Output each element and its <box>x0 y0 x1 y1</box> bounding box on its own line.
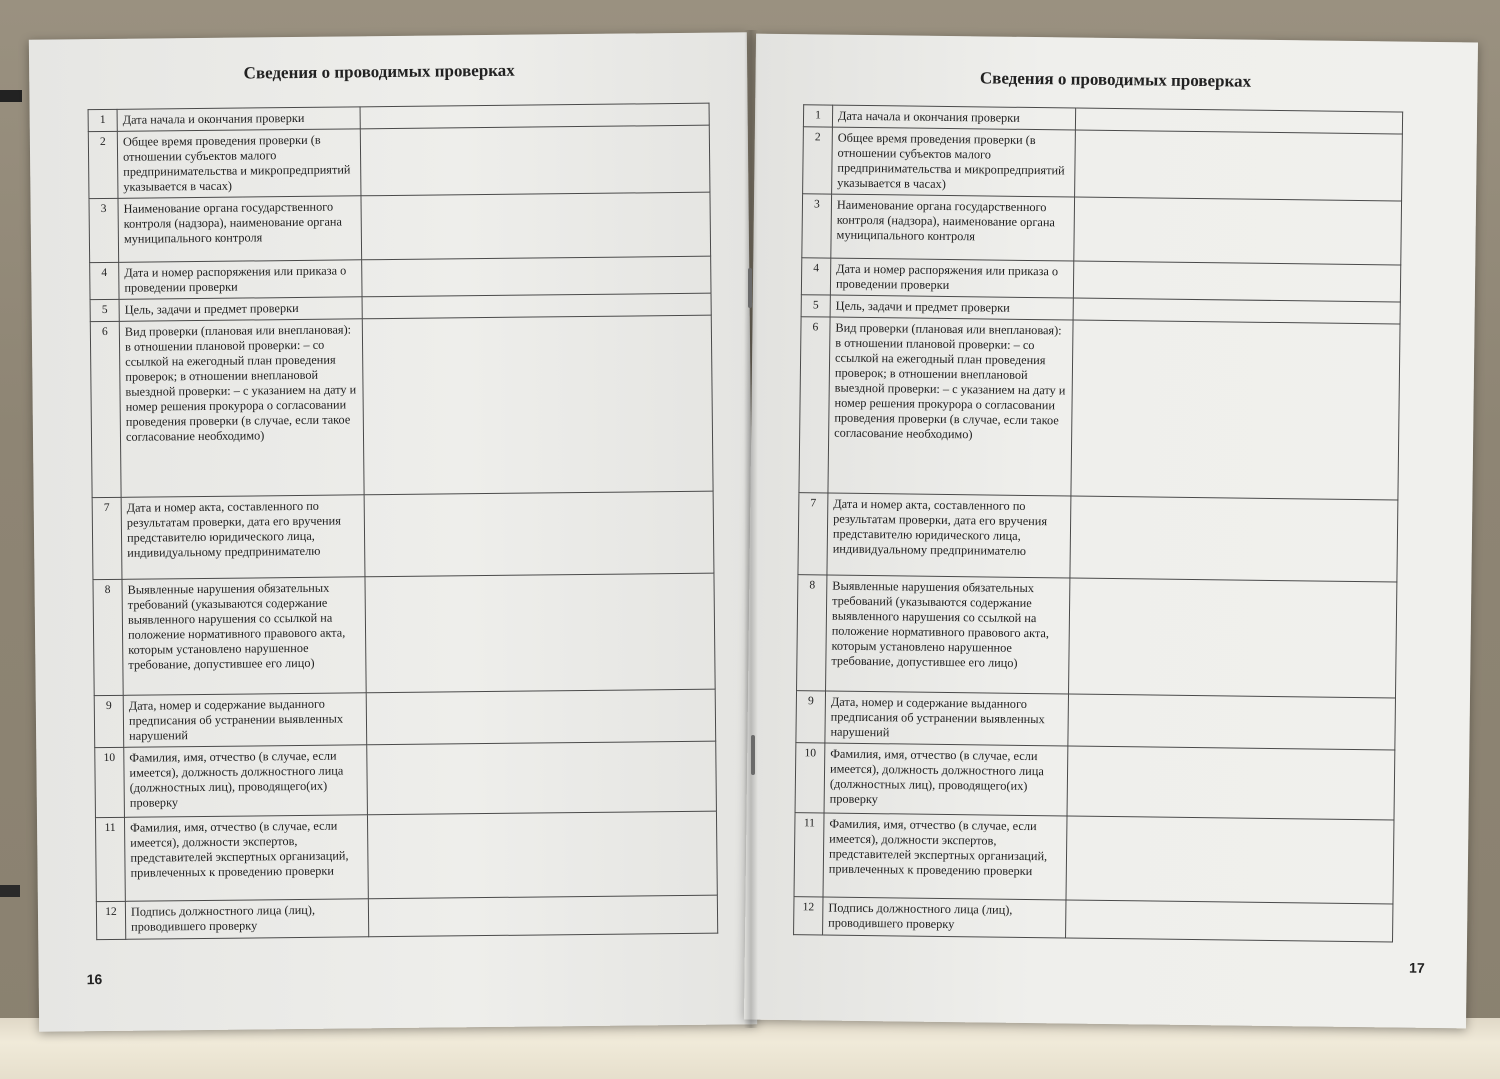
inspection-form-table <box>88 103 719 940</box>
table-row <box>794 897 1393 942</box>
row-value-field[interactable] <box>366 689 716 745</box>
row-number: 8 <box>797 575 827 691</box>
row-number: 4 <box>801 258 830 295</box>
row-label: Цель, задачи и предмет проверки <box>830 295 1073 320</box>
row-value-field[interactable] <box>367 741 717 815</box>
table-row <box>799 317 1400 500</box>
row-value-field[interactable] <box>1067 746 1395 820</box>
table-row <box>794 813 1394 904</box>
row-label: Вид проверки (плановая или внеплановая): в отношении плановой проверки: – со ссылкой на ежегодный план проведения проверок; в отношении внеплановой выездной проверки: – с указанием на дату и номер решения прокурора о согласовании проведения проверки (в случае, если такое согласование необходимо) <box>119 319 364 498</box>
row-number: 11 <box>794 813 824 897</box>
row-number: 9 <box>94 695 124 747</box>
row-label: Подпись должностного лица (лиц), проводившего проверку <box>823 897 1066 938</box>
row-number: 1 <box>803 105 832 127</box>
row-label: Фамилия, имя, отчество (в случае, если имеется), должности экспертов, представителей экспертных организаций, привлеченных к проведению проверки <box>124 815 368 902</box>
row-value-field[interactable] <box>362 315 713 495</box>
page-number: 16 <box>86 971 103 988</box>
row-value-field[interactable] <box>1066 900 1393 942</box>
table-row <box>89 192 711 262</box>
table-row <box>93 573 715 695</box>
row-label: Дата и номер распоряжения или приказа о проведении проверки <box>830 258 1073 298</box>
row-label: Подпись должностного лица (лиц), проводившего проверку <box>125 899 368 940</box>
table-row <box>95 811 717 901</box>
row-number: 7 <box>92 497 122 579</box>
page-number: 17 <box>1409 959 1425 976</box>
row-label: Фамилия, имя, отчество (в случае, если имеется), должность должностного лица (должностных лиц), проводящего(их) проверку <box>824 743 1068 816</box>
row-value-field[interactable] <box>365 573 715 693</box>
row-number: 3 <box>802 194 832 258</box>
row-label: Цель, задачи и предмет проверки <box>119 297 362 322</box>
table-row <box>94 689 716 748</box>
form-rows <box>794 105 1403 942</box>
row-label: Фамилия, имя, отчество (в случае, если имеется), должность должностного лица (должностных лиц), проводящего(их) проверку <box>124 745 368 818</box>
table-row <box>795 743 1395 820</box>
row-label: Общее время проведения проверки (в отношении субъектов малого предпринимательства и микропредприятий указывается в часах) <box>117 129 361 199</box>
row-number: 8 <box>93 579 123 695</box>
row-value-field[interactable] <box>1068 694 1396 750</box>
row-label: Вид проверки (плановая или внеплановая): в отношении плановой проверки: – со ссылкой на ежегодный план проведения проверок; в отношении внеплановой выездной проверки: – с указанием на дату и номер решения прокурора о согласовании проведения проверки (в случае, если такое согласование необходимо) <box>828 317 1073 496</box>
table-row <box>96 895 717 940</box>
left-page <box>29 32 757 1031</box>
table-row <box>88 125 710 198</box>
row-label: Выявленные нарушения обязательных требований (указываются содержание выявленного нарушения со ссылкой на положение нормативного правового акта, которым установлено нарушенное требование, допустившее его лицо) <box>826 575 1070 694</box>
row-value-field[interactable] <box>1075 130 1403 201</box>
row-label: Наименование органа государственного контроля (надзора), наименование органа муниципального контроля <box>118 196 362 263</box>
row-label: Наименование органа государственного контроля (надзора), наименование органа муниципального контроля <box>831 194 1075 261</box>
row-number: 2 <box>803 127 833 194</box>
row-value-field[interactable] <box>361 192 711 260</box>
table-row <box>92 491 714 579</box>
right-page <box>744 34 1478 1029</box>
row-value-field[interactable] <box>364 491 714 577</box>
clip-top <box>0 90 22 102</box>
page-title: Сведения о проводимых проверках <box>979 68 1252 91</box>
row-number: 11 <box>95 817 125 901</box>
row-value-field[interactable] <box>362 256 711 297</box>
row-value-field[interactable] <box>1070 496 1398 582</box>
row-label: Общее время проведения проверки (в отношении субъектов малого предпринимательства и микропредприятий указывается в часах) <box>832 127 1076 197</box>
row-value-field[interactable] <box>367 811 717 899</box>
row-value-field[interactable] <box>1069 578 1397 698</box>
row-number: 5 <box>90 299 119 321</box>
clip-bottom <box>0 885 20 897</box>
row-label: Выявленные нарушения обязательных требований (указываются содержание выявленного нарушения со ссылкой на положение нормативного правового акта, которым установлено нарушенное требование, допустившее его лицо) <box>122 577 366 696</box>
row-number: 1 <box>88 109 117 131</box>
row-number: 12 <box>794 897 823 935</box>
table-row <box>796 691 1396 750</box>
table-row <box>797 575 1397 698</box>
row-number: 5 <box>801 295 830 317</box>
row-number: 4 <box>90 262 119 299</box>
table-row <box>95 741 717 817</box>
row-label: Дата и номер акта, составленного по результатам проверки, дата его вручения представителю юридического лица, индивидуальному предпринимателю <box>121 495 365 580</box>
row-label: Дата и номер акта, составленного по результатам проверки, дата его вручения представителю юридического лица, индивидуальному предпринимателю <box>827 493 1071 578</box>
row-number: 2 <box>88 131 118 198</box>
row-label: Фамилия, имя, отчество (в случае, если имеется), должности экспертов, представителей экспертных организаций, привлеченных к проведению проверки <box>823 813 1067 900</box>
row-number: 3 <box>89 198 119 262</box>
table-row <box>90 315 713 497</box>
row-number: 12 <box>96 901 125 939</box>
row-value-field[interactable] <box>1071 320 1400 500</box>
row-value-field[interactable] <box>368 895 717 937</box>
row-value-field[interactable] <box>360 125 710 196</box>
row-label: Дата начала и окончания проверки <box>832 105 1075 130</box>
table-row <box>802 194 1402 265</box>
table-row <box>803 127 1403 201</box>
row-number: 6 <box>90 321 121 497</box>
staple <box>748 268 752 308</box>
row-number: 10 <box>95 747 125 817</box>
row-label: Дата, номер и содержание выданного предписания об устранении выявленных нарушений <box>825 691 1069 746</box>
row-number: 6 <box>799 317 830 493</box>
form-rows <box>88 103 718 939</box>
row-value-field[interactable] <box>1074 197 1402 265</box>
table-row <box>798 493 1398 582</box>
row-value-field[interactable] <box>1066 816 1394 904</box>
row-number: 10 <box>795 743 825 813</box>
page-title: Сведения о проводимых проверках <box>243 60 515 83</box>
book-spine <box>744 30 758 1028</box>
row-label: Дата, номер и содержание выданного предписания об устранении выявленных нарушений <box>123 693 367 748</box>
inspection-form-table <box>793 104 1403 942</box>
row-label: Дата начала и окончания проверки <box>117 107 360 132</box>
row-number: 9 <box>796 691 826 743</box>
row-value-field[interactable] <box>1073 261 1400 302</box>
staple <box>751 735 755 775</box>
row-number: 7 <box>798 493 828 575</box>
row-label: Дата и номер распоряжения или приказа о проведении проверки <box>119 260 362 300</box>
